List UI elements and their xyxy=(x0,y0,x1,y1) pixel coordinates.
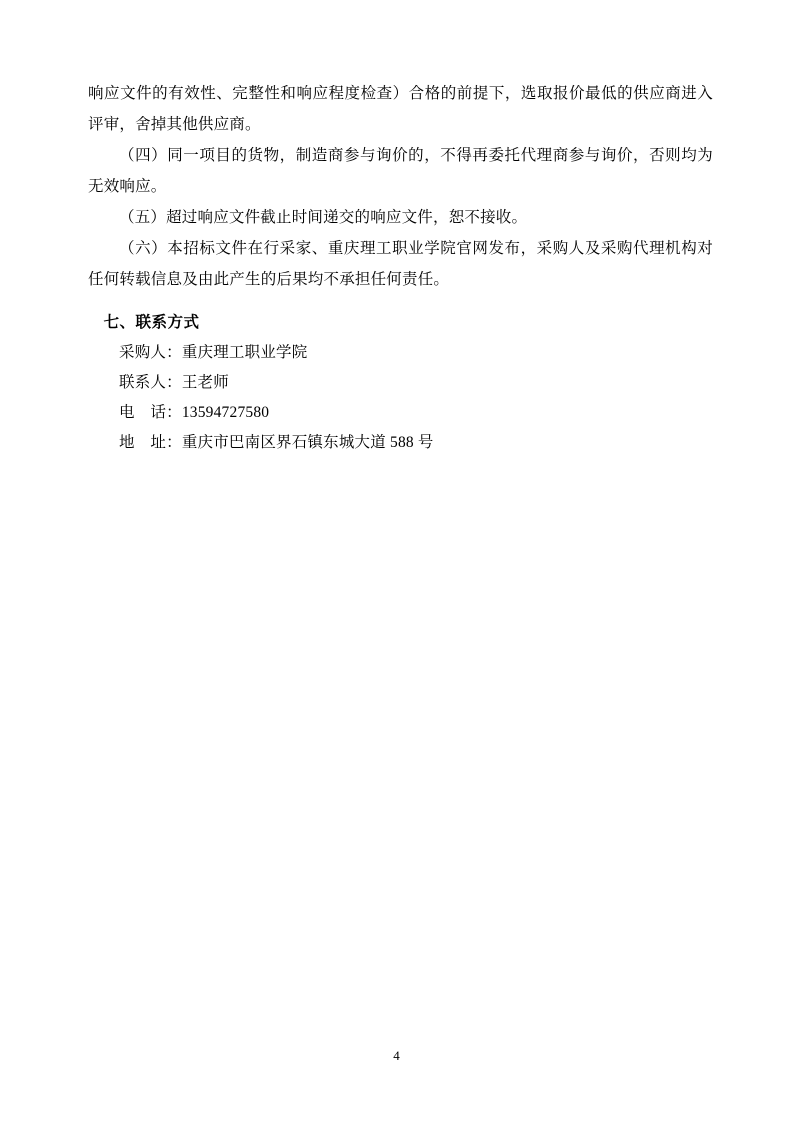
contact-person-label: 联系人： xyxy=(119,374,182,391)
contact-phone-label: 电 话： xyxy=(119,404,182,421)
section-spacer xyxy=(88,295,713,301)
contact-person-value: 王老师 xyxy=(181,374,229,391)
section-heading-contact: 七、联系方式 xyxy=(103,313,200,331)
contact-person xyxy=(88,368,713,398)
contact-address-label: 地 址： xyxy=(119,434,182,451)
document-body xyxy=(88,78,713,458)
contact-phone xyxy=(88,398,713,428)
contact-phone-value: 13594727580 xyxy=(181,404,270,421)
paragraph-item-6: （六）本招标文件在行采家、重庆理工职业学院官网发布，采购人及采购代理机构对任何转载信息及由此产生的后果均不承担任何责任。 xyxy=(88,240,713,288)
paragraph-item-4: （四）同一项目的货物，制造商参与询价的，不得再委托代理商参与询价，否则均为无效响应。 xyxy=(88,147,713,195)
contact-purchaser-label: 采购人： xyxy=(119,344,182,361)
contact-list xyxy=(88,338,713,458)
contact-purchaser xyxy=(88,338,713,368)
contact-address-value: 重庆市巴南区界石镇东城大道 588 号 xyxy=(181,434,434,451)
page-number: 4 xyxy=(393,1048,400,1063)
contact-address xyxy=(88,428,713,458)
paragraph-continuation: 响应文件的有效性、完整性和响应程度检查）合格的前提下，选取报价最低的供应商进入评审，舍掉其他供应商。 xyxy=(88,85,713,133)
contact-purchaser-value: 重庆理工职业学院 xyxy=(181,344,308,361)
paragraph-item-5: （五）超过响应文件截止时间递交的响应文件，恕不接收。 xyxy=(119,209,528,226)
